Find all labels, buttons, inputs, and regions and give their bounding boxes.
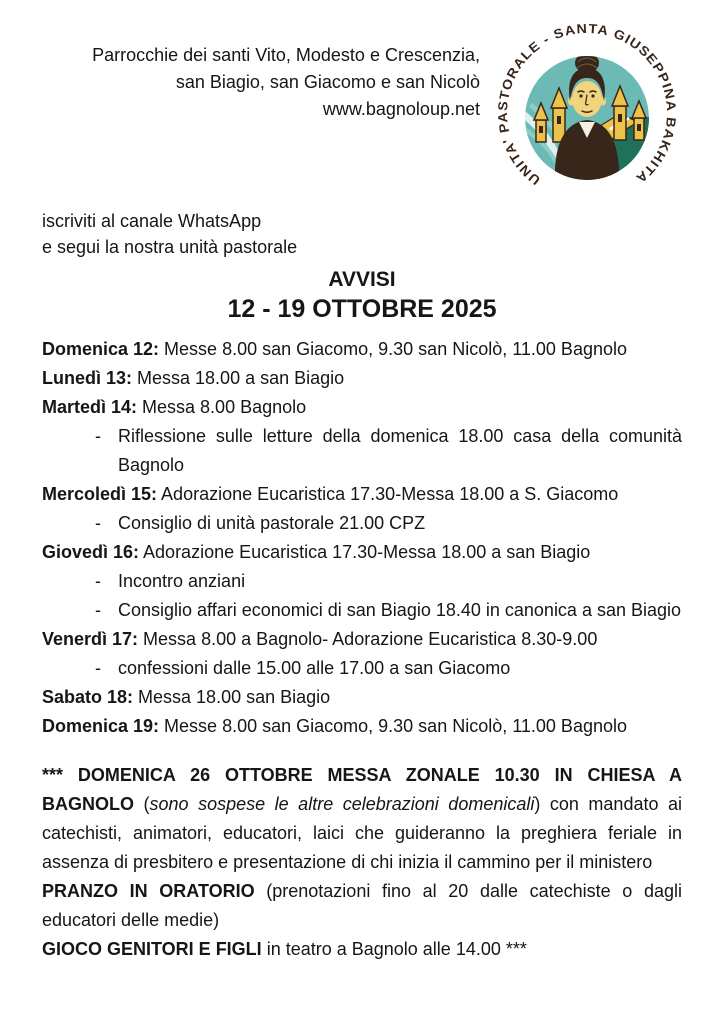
whatsapp-invite-line-1: iscriviti al canale WhatsApp xyxy=(42,211,262,231)
day-events: Adorazione Eucaristica 17.30-Messa 18.00 a san Biagio xyxy=(139,542,591,562)
parish-name-line-2: san Biagio, san Giacomo e san Nicolò xyxy=(175,72,480,92)
schedule-row-sabato-18 xyxy=(42,683,682,712)
header xyxy=(42,18,682,208)
parish-website: www.bagnoloup.net xyxy=(322,99,480,119)
bullet-dash: - xyxy=(95,513,101,533)
announcement-italic: sono sospese le altre celebrazioni domenicali xyxy=(149,794,535,814)
day-events: Messa 18.00 san Biagio xyxy=(133,687,331,707)
schedule-row-giovedi-16 xyxy=(42,538,682,567)
bullet-dash: - xyxy=(95,426,101,446)
announcement-bold: PRANZO IN ORATORIO xyxy=(42,881,255,901)
announcement-rest: (prenotazioni fino al 20 dalle catechiste o dagli educatori delle medie) xyxy=(42,881,682,930)
announcement-paren-open: ( xyxy=(134,794,150,814)
day-label: Domenica 12: xyxy=(42,339,160,359)
day-events: Messe 8.00 san Giacomo, 9.30 san Nicolò, 11.00 Bagnolo xyxy=(159,716,627,736)
schedule-row-martedi-14 xyxy=(42,393,682,422)
bullet-text: Incontro anziani xyxy=(118,571,246,591)
day-label: Domenica 19: xyxy=(42,716,160,736)
announcement-pranzo-oratorio xyxy=(42,877,682,935)
day-label: Martedì 14: xyxy=(42,397,138,417)
day-events: Messa 8.00 a Bagnolo- Adorazione Eucaristica 8.30-9.00 xyxy=(138,629,598,649)
announcements xyxy=(42,761,682,964)
bullet-text: Consiglio di unità pastorale 21.00 CPZ xyxy=(118,513,426,533)
bullet-text: confessioni dalle 15.00 alle 17.00 a san Giacomo xyxy=(118,658,511,678)
page-title: AVVISI xyxy=(328,268,396,291)
announcement-rest: ) con mandato ai catechisti, animatori, educatori, laici che guideranno la preghiera feriale in assenza di presbitero e presentazione di chi inizia il cammino per il ministero xyxy=(42,794,683,872)
schedule-row-venerdi-17 xyxy=(42,625,682,654)
schedule-row-mercoledi-15 xyxy=(42,480,682,509)
day-events: Messa 8.00 Bagnolo xyxy=(137,397,307,417)
date-range-title: 12 - 19 OTTOBRE 2025 xyxy=(227,295,497,323)
announcement-rest: in teatro a Bagnolo alle 14.00 *** xyxy=(261,939,527,959)
bullet-dash: - xyxy=(95,658,101,678)
day-events: Messa 18.00 a san Biagio xyxy=(132,368,345,388)
bullet-dash: - xyxy=(95,571,101,591)
parish-logo-icon xyxy=(492,18,682,208)
weekly-schedule xyxy=(42,335,682,741)
whatsapp-invite xyxy=(42,208,682,260)
announcement-messa-zonale xyxy=(42,761,682,877)
whatsapp-invite-line-2: e segui la nostra unità pastorale xyxy=(42,237,298,257)
announcement-gioco-genitori-figli xyxy=(42,935,682,964)
bullet-item xyxy=(95,596,682,625)
announcement-bold: *** DOMENICA 26 OTTOBRE MESSA ZONALE 10.30 IN CHIESA A BAGNOLO xyxy=(42,765,682,814)
bullet-text: Consiglio affari economici di san Biagio 18.40 in canonica a san Biagio xyxy=(118,600,682,620)
bullet-item xyxy=(95,422,682,480)
parish-name-line-1: Parrocchie dei santi Vito, Modesto e Crescenzia, xyxy=(92,45,480,65)
announcement-bold: GIOCO GENITORI E FIGLI xyxy=(42,939,262,959)
parish-header-text xyxy=(42,18,480,123)
day-label: Mercoledì 15: xyxy=(42,484,158,504)
bullet-dash: - xyxy=(95,600,101,620)
bullet-text: Riflessione sulle letture della domenica 18.00 casa della comunità Bagnolo xyxy=(118,426,682,475)
schedule-row-domenica-12 xyxy=(42,335,682,364)
day-label: Giovedì 16: xyxy=(42,542,140,562)
logo-artwork xyxy=(523,53,657,183)
bullet-item xyxy=(95,654,682,683)
day-events: Adorazione Eucaristica 17.30-Messa 18.00 a S. Giacomo xyxy=(157,484,619,504)
day-label: Venerdì 17: xyxy=(42,629,139,649)
schedule-row-domenica-19 xyxy=(42,712,682,741)
day-label: Sabato 18: xyxy=(42,687,134,707)
bullet-item xyxy=(95,509,682,538)
day-label: Lunedì 13: xyxy=(42,368,133,388)
schedule-row-lunedi-13 xyxy=(42,364,682,393)
bullet-item xyxy=(95,567,682,596)
parish-logo xyxy=(492,18,682,208)
day-events: Messe 8.00 san Giacomo, 9.30 san Nicolò, 11.00 Bagnolo xyxy=(159,339,627,359)
logo-ring-text: UNITA' PASTORALE - SANTA GIUSEPPINA BAKHITA xyxy=(494,20,680,189)
